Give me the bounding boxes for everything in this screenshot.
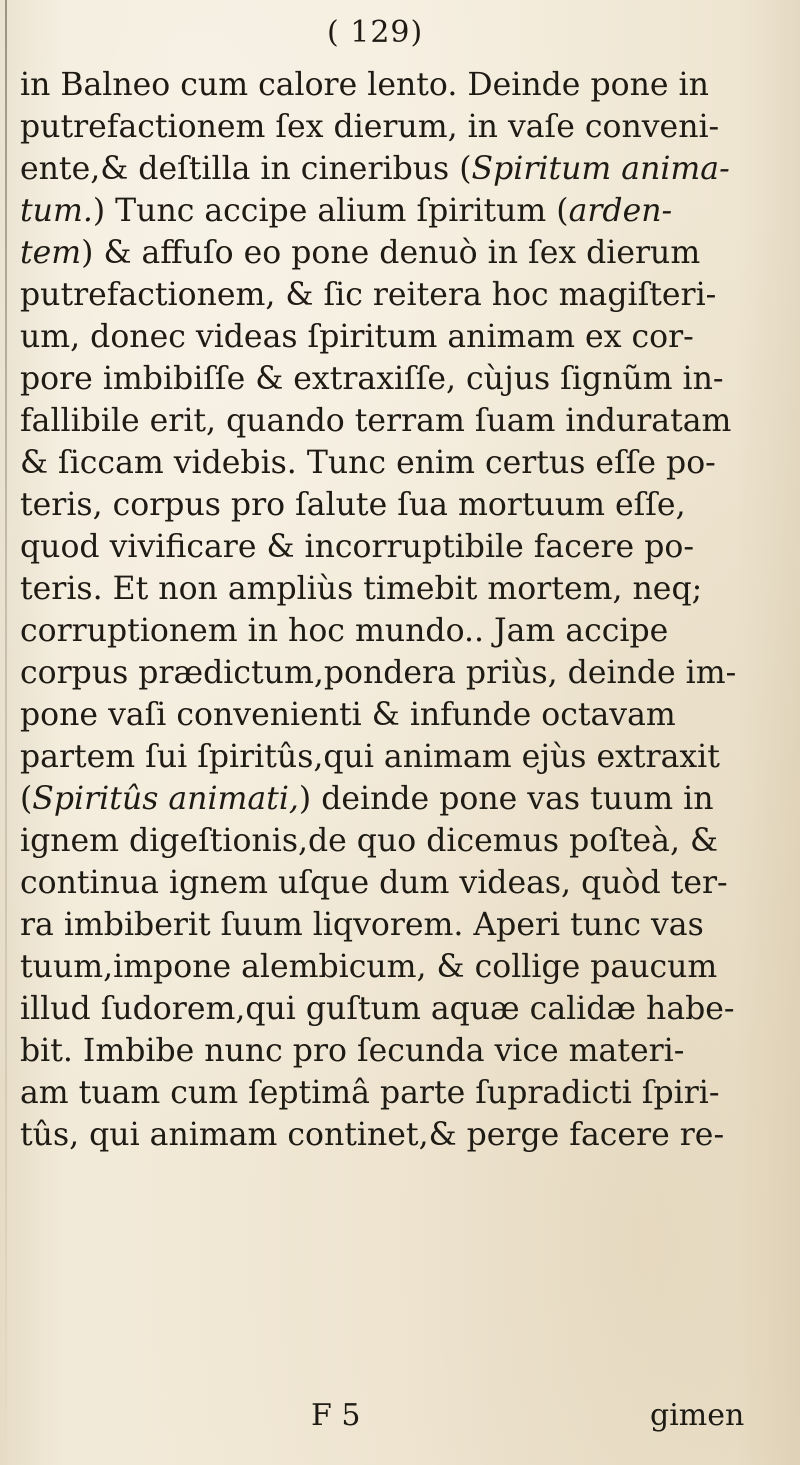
text-line: tum.) Tunc accipe alium ſpiritum (arden- (20, 193, 673, 229)
text-line: continua ignem uſque dum videas, quòd ter- (20, 865, 728, 901)
text-line: ra imbiberit ſuum liqvorem. Aperi tunc vas (20, 907, 704, 943)
page-number: ( 129) (327, 15, 424, 50)
text-line: bit. Imbibe nunc pro ſecunda vice materi- (20, 1033, 685, 1069)
catchword: gimen (650, 1398, 745, 1433)
text-line: teris. Et non ampliùs timebit mortem, neq; (20, 571, 703, 607)
text-line: am tuam cum ſeptimâ parte ſupradicti ſpiri- (20, 1075, 720, 1111)
binding-edge (5, 0, 7, 1465)
text-line: pore imbibiſſe & extraxiſſe, cùjus ſignũm in- (20, 361, 724, 397)
text-line: ignem digeſtionis,de quo dicemus poſteà, & (20, 823, 719, 859)
text-line: quod vivificare & incorruptibile facere po- (20, 529, 694, 565)
text-line: fallibile erit, quando terram ſuam induratam (20, 403, 732, 439)
text-line: in Balneo cum calore lento. Deinde pone in (20, 67, 709, 103)
text-line: pone vaſi convenienti & infunde octavam (20, 697, 676, 733)
text-line: & ſiccam videbis. Tunc enim certus eſſe po- (20, 445, 716, 481)
text-line: tuum,impone alembicum, & collige paucum (20, 949, 718, 985)
text-line: illud ſudorem,qui guſtum aquæ calidæ habe- (20, 991, 735, 1027)
text-line: ente,& deſtilla in cineribus (Spiritum anima- (20, 151, 730, 187)
text-line: teris, corpus pro ſalute ſua mortuum eſſe, (20, 487, 686, 523)
signature-mark: F 5 (311, 1398, 361, 1433)
text-line: putrefactionem, & ſic reitera hoc magiſteri- (20, 277, 717, 313)
text-line: putrefactionem ſex dierum, in vaſe conveni- (20, 109, 720, 145)
page-footer (0, 1394, 800, 1438)
text-line: (Spiritûs animati,) deinde pone vas tuum in (20, 781, 714, 817)
text-line: partem ſui ſpiritûs,qui animam ejùs extraxit (20, 739, 720, 775)
text-line: tûs, qui animam continet,& perge facere re- (20, 1117, 725, 1153)
text-line: um, donec videas ſpiritum animam ex cor- (20, 319, 694, 355)
body-text (20, 64, 792, 1156)
text-line: corpus prædictum,pondera priùs, deinde im- (20, 655, 737, 691)
text-line: tem) & affuſo eo pone denuò in ſex dierum (20, 235, 701, 271)
text-line: corruptionem in hoc mundo.. Jam accipe (20, 613, 669, 649)
